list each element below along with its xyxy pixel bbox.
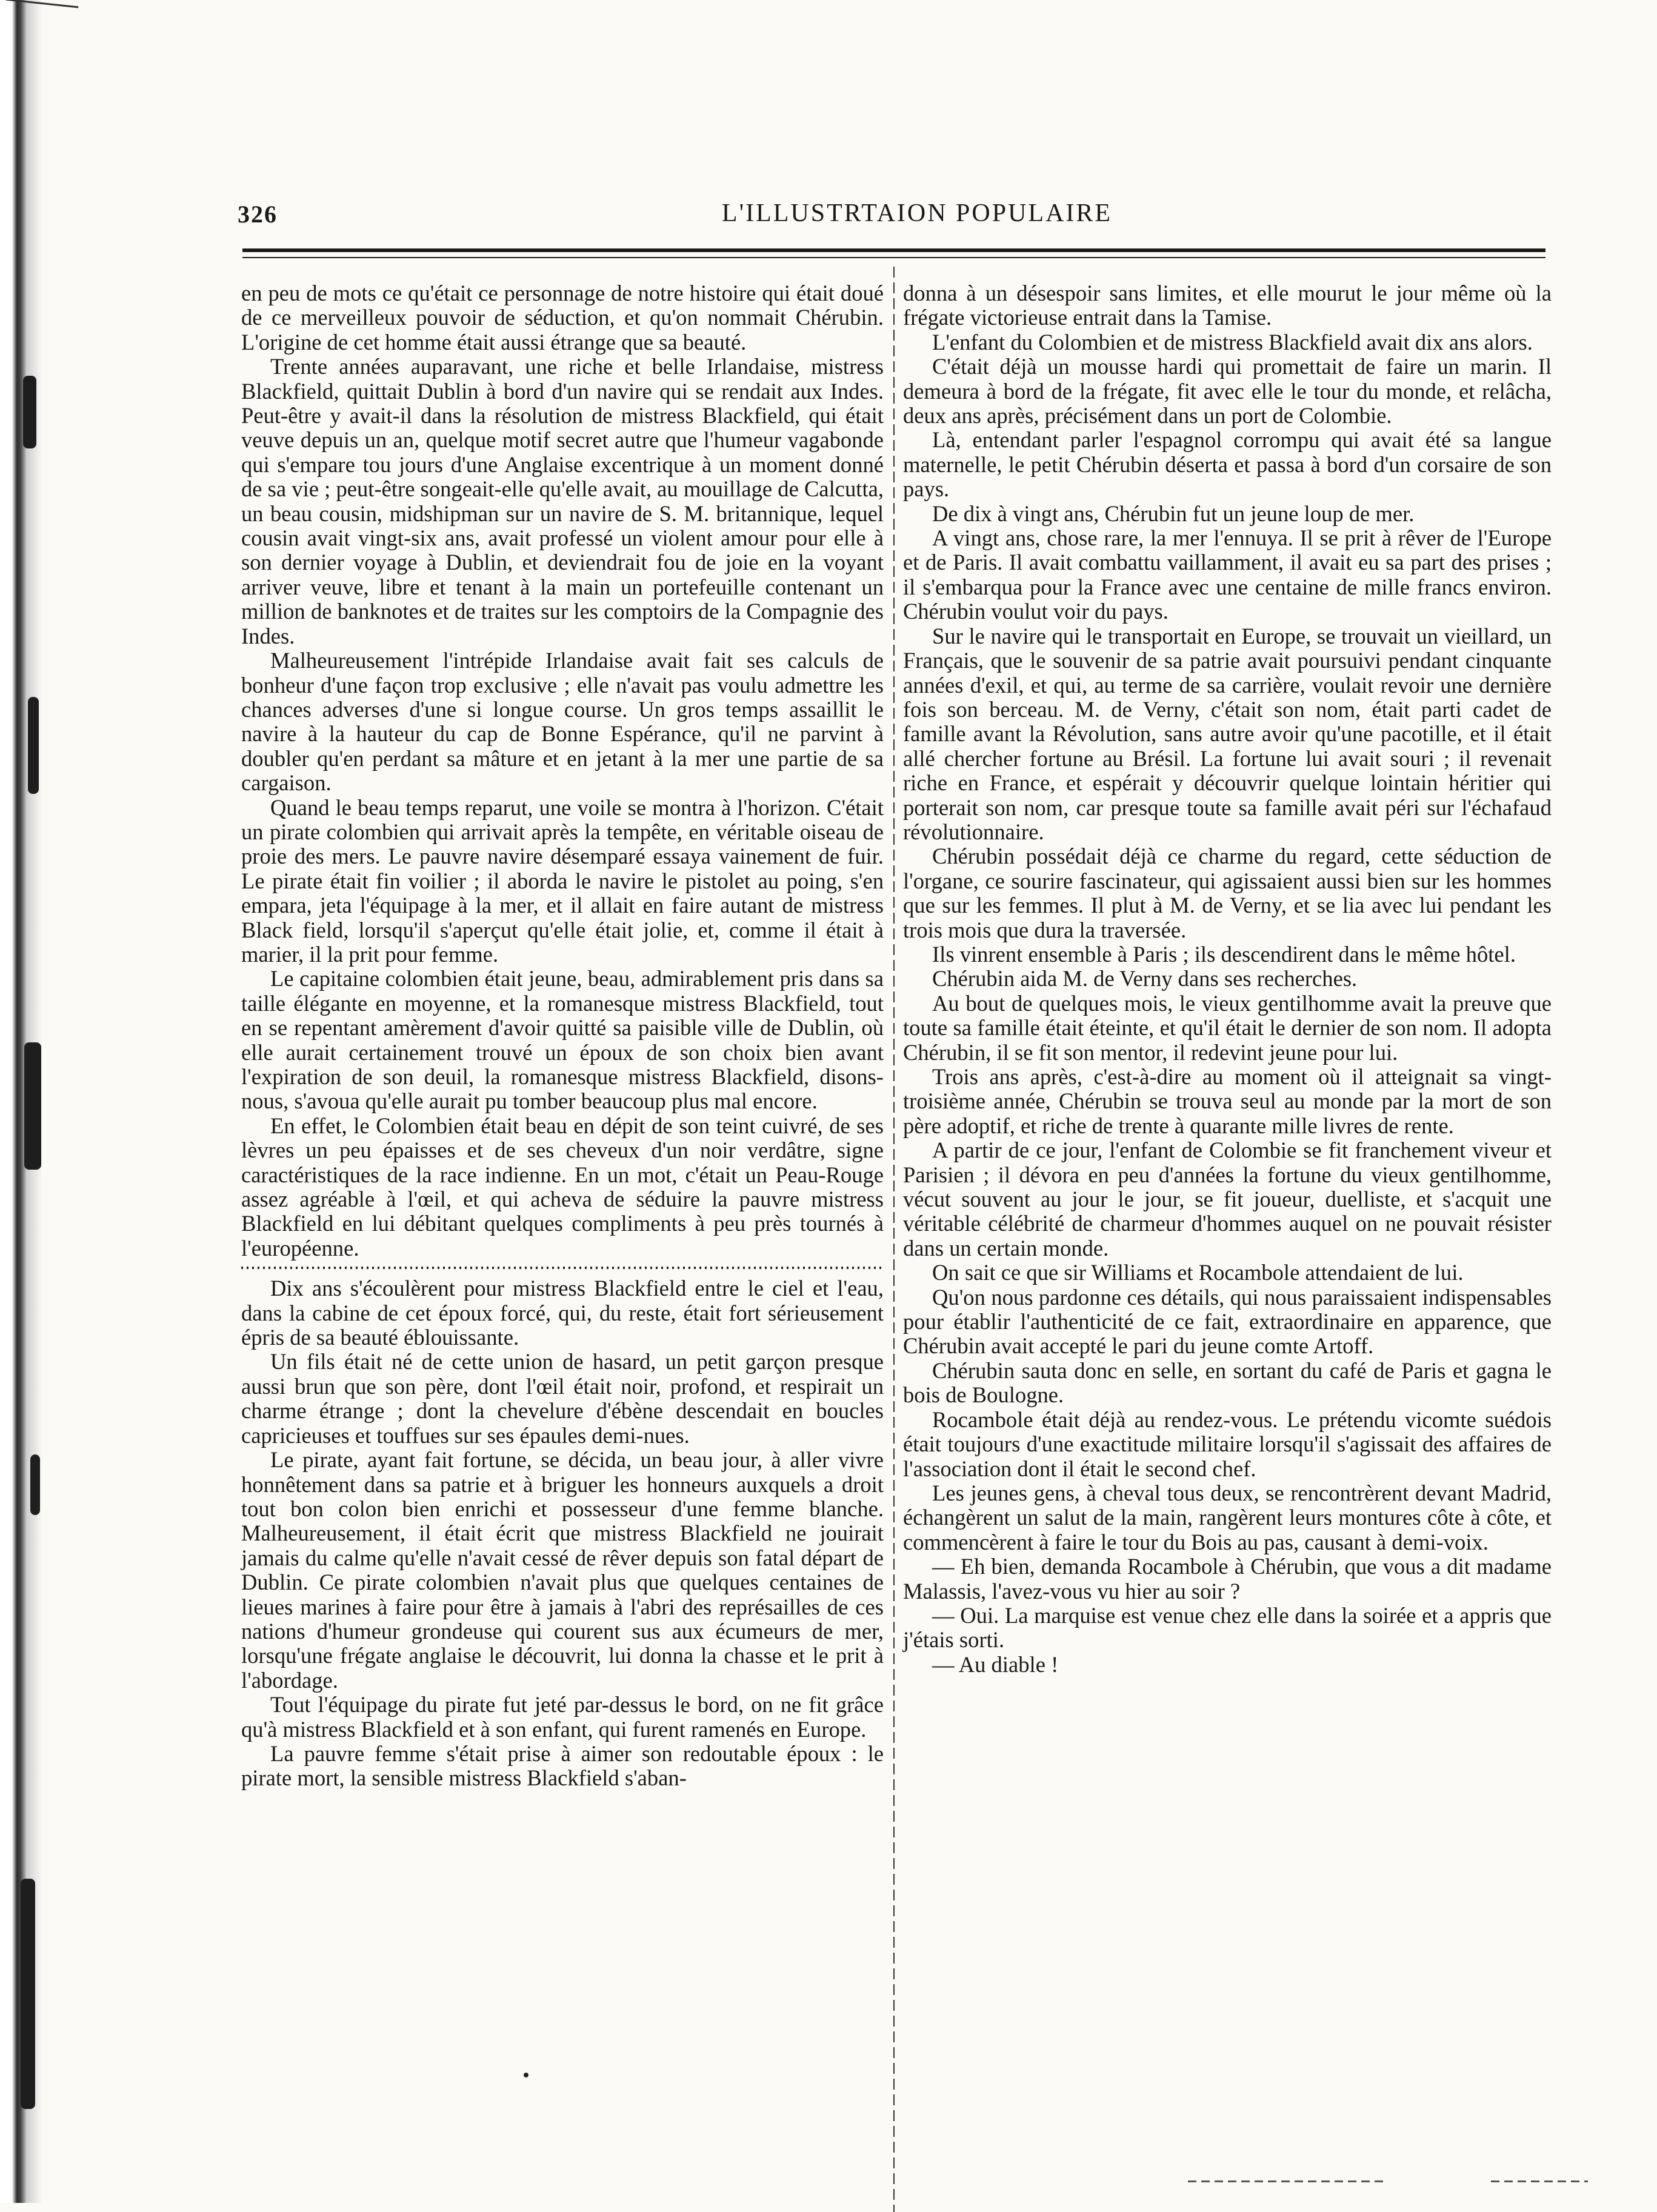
paragraph: Chérubin possédait déjà ce charme du regard, cette séduction de l'organe, ce sourire fascinateur, qui agissaient aussi bien sur les hommes que sur les femmes. Il plut à M. de Verny, et se lia avec lui pendant les trois mois que dura la traversée. [903,844,1552,942]
paragraph: Chérubin aida M. de Verny dans ses recherches. [932,966,1358,991]
header-rule-thick [242,248,1545,252]
paragraph: Rocambole était déjà au rendez-vous. Le prétendu vicomte suédois était toujours d'une exactitude militaire lorsqu'il s'agissait des affaires de l'association dont il était le second chef. [903,1407,1552,1481]
binding-mark [21,1879,35,2109]
paragraph: Un fils était né de cette union de hasard, un petit garçon presque aussi brun que son père, dont l'œil était noir, profond, et respirait un charme étrange ; dont la chevelure d'ébène descendait en boucles capricieuses et touffues sur ses épaules demi-nues. [241,1349,884,1448]
paragraph: C'était déjà un mousse hardi qui promettait de faire un marin. Il demeura à bord de la frégate, fit avec elle le tour du monde, et relâcha, deux ans après, précisément dans un port de Colombie. [903,354,1552,428]
paragraph: Dix ans s'écoulèrent pour mistress Blackfield entre le ciel et l'eau, dans la cabine de cet époux forcé, qui, du reste, était fort sérieusement épris de sa beauté éblouissante. [241,1276,884,1350]
footer-rule [1188,2180,1388,2182]
binding-mark [23,376,36,448]
paragraph: A vingt ans, chose rare, la mer l'ennuya. Il se prit à rêver de l'Europe et de Paris. Il avait combattu vaillamment, il avait eu sa part des prises ; il s'embarqua pour la France avec une centaine de mille francs environ. Chérubin voulut voir du pays. [903,525,1552,624]
section-separator-dots [241,1267,884,1269]
paragraph: Malheureusement l'intrépide Irlandaise avait fait ses calculs de bonheur d'une façon trop exclusive ; elle n'avait pas voulu admettre les chances adverses d'une si longue course. Un gros temps assaillit le navire à la hauteur du cap de Bonne Espérance, qu'il ne parvint à doubler qu'en perdant sa mâture et en jetant à la mer une partie de sa cargaison. [241,648,884,796]
right-column [903,281,1552,1677]
paragraph: En effet, le Colombien était beau en dépit de son teint cuivré, de ses lèvres un peu épaisses et de ses cheveux d'un noir verdâtre, signe caractéristiques de la race indienne. En un mot, c'était un Peau-Rouge assez agréable à l'œil, et qui acheva de séduire la pauvre mistress Blackfield en lui débitant quelques compliments à peu près tournés à l'européenne. [241,1113,884,1261]
paragraph: Tout l'équipage du pirate fut jeté par-dessus le bord, on ne fit grâce qu'à mistress Blackfield et à son enfant, qui furent ramenés en Europe. [241,1692,884,1742]
paragraph: — Eh bien, demanda Rocambole à Chérubin, que vous a dit madame Malassis, l'avez-vous vu hier au soir ? [903,1554,1552,1604]
page-header [229,193,1605,228]
paragraph: On sait ce que sir Williams et Rocambole attendaient de lui. [932,1260,1464,1285]
paragraph: Trois ans après, c'est-à-dire au moment où il atteignait sa vingt-troisième année, Chérubin se trouva seul au monde par la mort de son père adoptif, et riche de trente à quarante mille livres de rente. [903,1064,1552,1138]
paragraph: Au bout de quelques mois, le vieux gentilhomme avait la preuve que toute sa famille était éteinte, et qu'il était le dernier de son nom. Il adopta Chérubin, il se fit son mentor, il redevint jeune pour lui. [903,990,1552,1065]
page-number: 326 [238,201,278,228]
paragraph: Sur le navire qui le transportait en Europe, se trouvait un vieillard, un Français, que le souvenir de sa patrie avait poursuivi pendant cinquante années d'exil, et qui, au terme de sa carrière, voulait revoir une dernière fois son berceau. M. de Verny, c'était son nom, était parti cadet de famille avant la Révolution, sans autre avoir qu'une pacotille, et il était allé chercher fortune au Brésil. La fortune lui avait souri ; il revenait riche en France, et espérait y découvrir quelque lointain héritier qui porterait son nom, car presque toute sa famille avait péri sur l'échafaud révolutionnaire. [903,623,1552,844]
binding-mark [24,1042,41,1170]
paragraph: Le capitaine colombien était jeune, beau, admirablement pris dans sa taille élégante en moyenne, et la romanesque mistress Blackfield, tout en se repentant amèrement d'avoir quitté sa paisible ville de Dublin, où elle aurait certainement trouvé un époux de son choix bien avant l'expiration de son deuil, la romanesque mistress Blackfield, disons-nous, s'avoua qu'elle aurait pu tomber beaucoup plus mal encore. [241,966,884,1114]
paragraph: — Oui. La marquise est venue chez elle dans la soirée et a appris que j'étais sorti. [903,1602,1552,1653]
paragraph: en peu de mots ce qu'était ce personnage de notre histoire qui était doué de ce merveilleux pouvoir de séduction, et qu'on nommait Chérubin. L'origine de cet homme était aussi étrange que sa beauté. [241,281,884,355]
paragraph: La pauvre femme s'était prise à aimer son redoutable époux : le pirate mort, la sensible mistress Blackfield s'aban- [241,1741,884,1791]
paragraph: Quand le beau temps reparut, une voile se montra à l'horizon. C'était un pirate colombien qui arrivait après la tempête, en véritable oiseau de proie des mers. Le pauvre navire désemparé essaya vainement de fuir. Le pirate était fin voilier ; il aborda le navire le pistolet au poing, s'en empara, jeta l'équipage à la mer, et il allait en faire autant de mistress Black field, lorsqu'il s'aperçut qu'elle était jolie, et, comme il était à marier, il la prit pour femme. [241,795,884,967]
paragraph: donna à un désespoir sans limites, et elle mourut le jour même où la frégate victorieuse entrait dans la Tamise. [903,281,1552,330]
ink-speck [524,2073,528,2077]
paragraph: De dix à vingt ans, Chérubin fut un jeune loup de mer. [932,501,1415,526]
binding-mark [28,697,39,794]
column-divider [893,267,895,2212]
paragraph: L'enfant du Colombien et de mistress Blackfield avait dix ans alors. [932,329,1533,355]
paragraph: Ils vinrent ensemble à Paris ; ils descendirent dans le même hôtel. [932,941,1516,967]
running-title: L'ILLUSTRTAION POPULAIRE [721,199,1113,227]
paragraph: Là, entendant parler l'espagnol corrompu qui avait été sa langue maternelle, le petit Chérubin déserta et passa à bord d'un corsaire de son pays. [903,427,1552,502]
binding-mark [30,1454,40,1515]
footer-rule [1491,2180,1588,2182]
left-column [241,281,884,1791]
paragraph: A partir de ce jour, l'enfant de Colombie se fit franchement viveur et Parisien ; il dévora en peu d'années la fortune du vieux gentilhomme, vécut souvent au jour le jour, se fit joueur, duelliste, et s'acquit une véritable célébrité de charmeur d'hommes auquel on ne pouvait résister dans un certain monde. [903,1138,1552,1261]
paragraph: — Au diable ! [932,1651,1059,1677]
header-rule-thin [242,257,1545,258]
paragraph: Trente années auparavant, une riche et belle Irlandaise, mistress Blackfield, quittait Dublin à bord d'un navire qui se rendait aux Indes. Peut-être y avait-il dans la résolution de mistress Blackfield, qui était veuve depuis un an, quelque motif secret autre que l'humeur vagabonde qui s'empare tou jours d'une Anglaise excentrique à un moment donné de sa vie ; peut-être songeait-elle qu'elle avait, au mouillage de Calcutta, un beau cousin, midshipman sur un navire de S. M. britannique, lequel cousin avait vingt-six ans, avait professé un violent amour pour elle à son dernier voyage à Dublin, et deviendrait fou de joie en la voyant arriver veuve, libre et tenant à la main un portefeuille contenant un million de banknotes et de traites sur les comptoirs de la Compagnie des Indes. [241,354,884,648]
paragraph: Le pirate, ayant fait fortune, se décida, un beau jour, à aller vivre honnêtement dans sa patrie et à briguer les honneurs auxquels a droit tout bon colon bien enrichi et possesseur d'une femme blanche. Malheureusement, il était écrit que mistress Blackfield ne jouirait jamais du calme qu'elle n'avait cessé de rêver depuis son fatal départ de Dublin. Ce pirate colombien n'avait plus que quelques centaines de lieues marines à faire pour être à jamais à l'abri des représailles de ces nations d'humeur grondeuse qui courent sus aux écumeurs de mer, lorsqu'une frégate anglaise le découvrit, lui donna la chasse et le prit à l'abordage. [241,1447,884,1693]
paragraph: Qu'on nous pardonne ces détails, qui nous paraissaient indispensables pour établir l'authenticité de ce fait, extraordinaire en apparence, que Chérubin avait accepté le pari du jeune comte Artoff. [903,1284,1552,1359]
paragraph: Les jeunes gens, à cheval tous deux, se rencontrèrent devant Madrid, échangèrent un salut de la main, rangèrent leurs montures côte à côte, et commencèrent à faire le tour du Bois au pas, causant à demi-voix. [903,1480,1552,1554]
paragraph: Chérubin sauta donc en selle, en sortant du café de Paris et gagna le bois de Boulogne. [903,1358,1552,1408]
